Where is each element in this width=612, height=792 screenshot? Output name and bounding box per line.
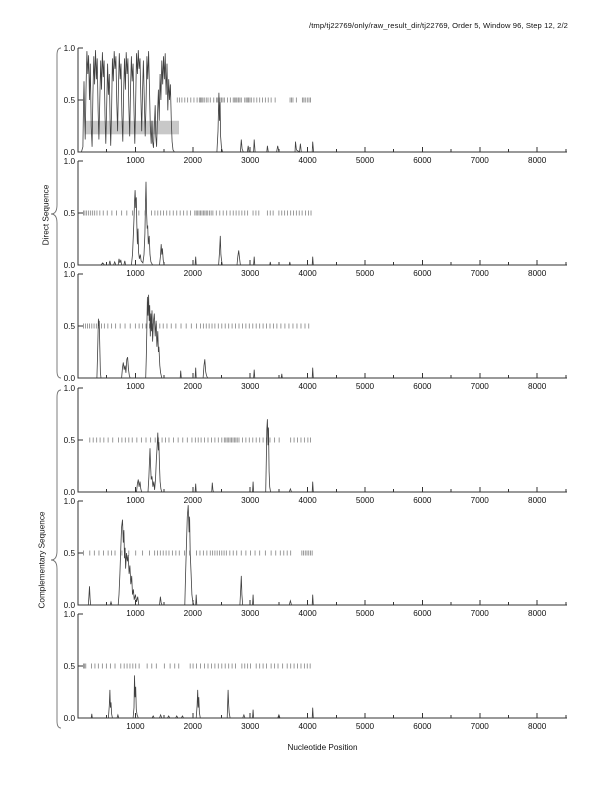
score-curve	[81, 419, 566, 492]
x-tick-label: 4000	[298, 609, 317, 618]
x-axis-title: Nucleotide Position	[287, 743, 358, 752]
x-tick-label: 3000	[241, 269, 260, 278]
page-title: /tmp/tj22769/only/raw_result_dir/tj22769, Order 5, Window 96, Step 12, 2/2	[309, 21, 568, 30]
x-tick-label: 7000	[470, 156, 489, 165]
panel-direct-1	[64, 44, 567, 165]
y-tick-label: 1.0	[63, 610, 75, 619]
x-tick-label: 8000	[528, 269, 547, 278]
y-tick-label: 0.0	[63, 374, 75, 383]
x-tick-label: 2000	[183, 496, 202, 505]
y-tick-label: 0.0	[63, 261, 75, 270]
panel-direct-2	[64, 157, 567, 278]
x-tick-label: 6000	[413, 496, 432, 505]
x-tick-label: 2000	[183, 722, 202, 731]
x-tick-label: 4000	[298, 269, 317, 278]
panel-complementary-1	[64, 384, 567, 505]
x-tick-label: 7000	[470, 496, 489, 505]
x-tick-label: 5000	[355, 269, 375, 278]
y-tick-label: 1.0	[63, 384, 75, 393]
y-tick-label: 0.5	[63, 549, 75, 558]
y-tick-label: 1.0	[63, 497, 75, 506]
score-curve	[81, 505, 566, 605]
y-tick-label: 0.5	[63, 209, 75, 218]
x-tick-label: 4000	[298, 496, 317, 505]
x-tick-label: 2000	[183, 269, 202, 278]
y-tick-label: 1.0	[63, 270, 75, 279]
x-tick-label: 2000	[183, 609, 202, 618]
x-tick-label: 4000	[298, 156, 317, 165]
x-tick-label: 6000	[413, 722, 432, 731]
score-curve	[81, 675, 566, 718]
score-curve	[81, 182, 566, 265]
x-tick-label: 6000	[413, 382, 432, 391]
x-tick-label: 3000	[241, 496, 260, 505]
x-tick-label: 2000	[183, 382, 202, 391]
panel-complementary-2	[64, 497, 567, 618]
score-curve	[81, 50, 566, 152]
x-tick-label: 7000	[470, 722, 489, 731]
y-tick-label: 1.0	[63, 157, 75, 166]
score-curve	[81, 295, 566, 378]
y-tick-label: 0.5	[63, 322, 75, 331]
x-tick-label: 1000	[126, 609, 145, 618]
complementary-sequence-label: Complementary Sequence	[37, 511, 47, 609]
x-tick-label: 1000	[126, 269, 145, 278]
x-tick-label: 3000	[241, 156, 260, 165]
panel-direct-3	[64, 270, 567, 391]
x-tick-label: 8000	[528, 382, 547, 391]
x-tick-label: 4000	[298, 382, 317, 391]
x-tick-label: 6000	[413, 609, 432, 618]
x-tick-label: 7000	[470, 609, 489, 618]
x-tick-label: 5000	[355, 382, 375, 391]
x-tick-label: 3000	[241, 609, 260, 618]
y-tick-label: 0.0	[63, 488, 75, 497]
x-tick-label: 2000	[183, 156, 202, 165]
x-tick-label: 8000	[528, 722, 547, 731]
x-tick-label: 6000	[413, 156, 432, 165]
axes	[78, 501, 567, 605]
y-tick-label: 1.0	[63, 44, 75, 53]
y-tick-label: 0.5	[63, 436, 75, 445]
direct-sequence-label: Direct Sequence	[41, 184, 51, 246]
x-tick-label: 1000	[126, 496, 145, 505]
x-tick-label: 5000	[355, 609, 375, 618]
x-tick-label: 1000	[126, 156, 145, 165]
y-tick-label: 0.5	[63, 662, 75, 671]
panel-complementary-3	[64, 610, 567, 731]
x-tick-label: 5000	[355, 722, 375, 731]
x-tick-label: 3000	[241, 722, 260, 731]
x-tick-label: 5000	[355, 156, 375, 165]
x-tick-label: 6000	[413, 269, 432, 278]
y-tick-label: 0.5	[63, 96, 75, 105]
x-tick-label: 5000	[355, 496, 375, 505]
x-tick-label: 7000	[470, 382, 489, 391]
x-tick-label: 7000	[470, 269, 489, 278]
x-tick-label: 8000	[528, 156, 547, 165]
x-tick-label: 8000	[528, 609, 547, 618]
y-tick-label: 0.0	[63, 148, 75, 157]
x-tick-label: 8000	[528, 496, 547, 505]
y-tick-label: 0.0	[63, 714, 75, 723]
x-tick-label: 1000	[126, 382, 145, 391]
x-tick-label: 1000	[126, 722, 145, 731]
x-tick-label: 3000	[241, 382, 260, 391]
x-tick-label: 4000	[298, 722, 317, 731]
y-tick-label: 0.0	[63, 601, 75, 610]
